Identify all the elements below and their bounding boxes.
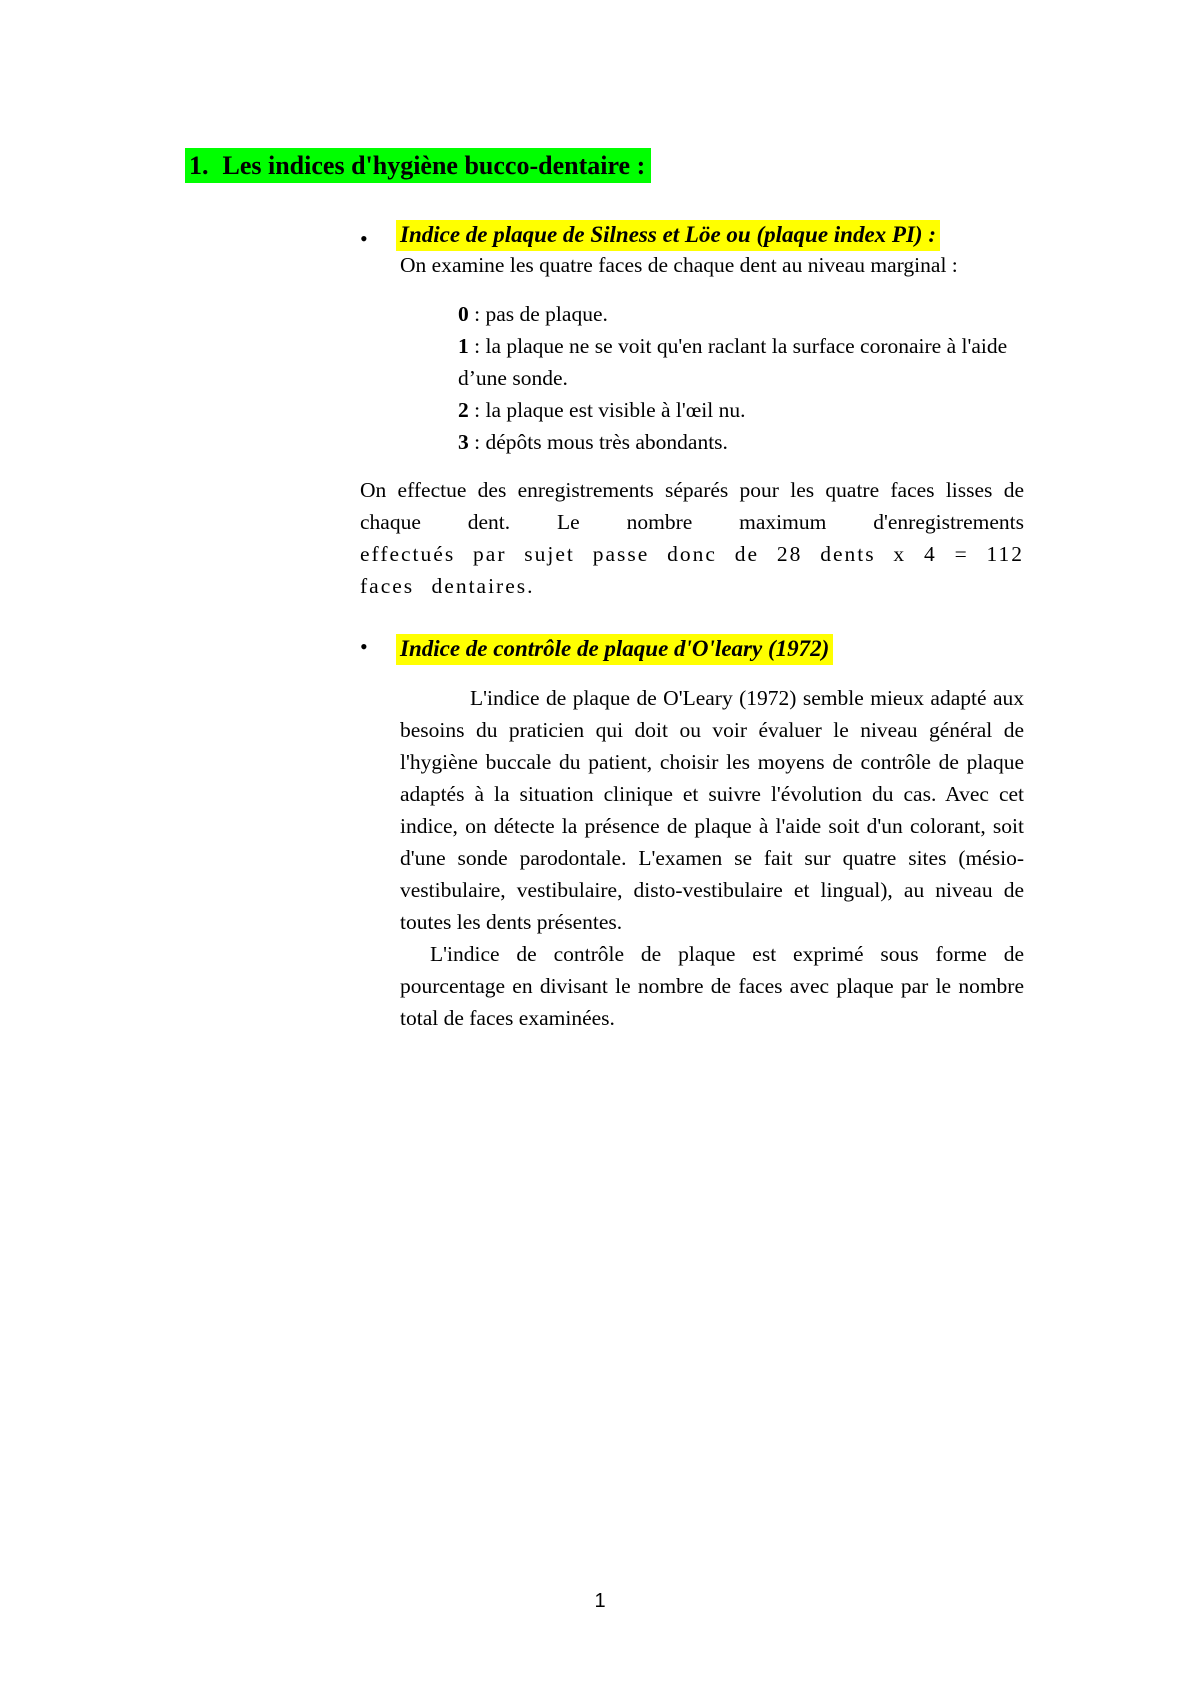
heading-number: 1. [189,151,209,180]
silness-loe-paragraph-end: effectués par sujet passe donc de 28 dents x 4 = 112 faces dentaires. [360,542,1024,598]
score-item [458,298,1028,330]
score-list [458,298,1028,458]
silness-loe-intro: On examine les quatre faces de chaque dent au niveau marginal : [400,253,958,277]
score-text: : la plaque est visible à l'œil nu. [468,398,746,422]
score-value: 3 [458,430,469,454]
silness-loe-title: Indice de plaque de Silness et Löe ou (plaque index PI) : [396,220,940,251]
oleary-paragraph-1: L'indice de plaque de O'Leary (1972) semble mieux adapté aux besoins du praticien qui doit ou voir évaluer le niveau général de l'hygiène buccale du patient, choisir les moyens de contrôle de plaque adaptés à la situation clinique et suivre l'évolution du cas. Avec cet indice, on détecte la présence de plaque à l'aide soit d'un colorant, soit d'une sonde parodontale. L'examen se fait sur quatre sites (mésio-vestibulaire, vestibulaire, disto-vestibulaire et lingual), au niveau de toutes les dents présentes. [400,686,1024,934]
heading-text: Les indices d'hygiène bucco-dentaire : [222,151,646,180]
section-heading [185,148,651,183]
score-value: 0 [458,302,469,326]
silness-loe-paragraph: On effectue des enregistrements séparés pour les quatre faces lisses de chaque dent. Le nombre maximum d'enregistrements [360,478,1024,534]
score-value: 2 [458,398,469,422]
score-text: : dépôts mous très abondants. [468,430,728,454]
oleary-paragraph-2: L'indice de contrôle de plaque est exprimé sous forme de pourcentage en divisant le nombre de faces avec plaque par le nombre total de faces examinées. [400,942,1024,1030]
score-text: : pas de plaque. [468,302,608,326]
score-value: 1 [458,334,469,358]
oleary-title: Indice de contrôle de plaque d'O'leary (1972) [396,634,833,665]
score-item [458,330,1028,394]
bullet-icon: • [360,634,368,659]
score-item [458,426,1028,458]
score-item [458,394,1028,426]
page-number: 1 [594,1590,606,1612]
score-text: : la plaque ne se voit qu'en raclant la surface coronaire à l'aide d’une sonde. [458,334,1008,390]
bullet-icon: • [360,226,368,251]
